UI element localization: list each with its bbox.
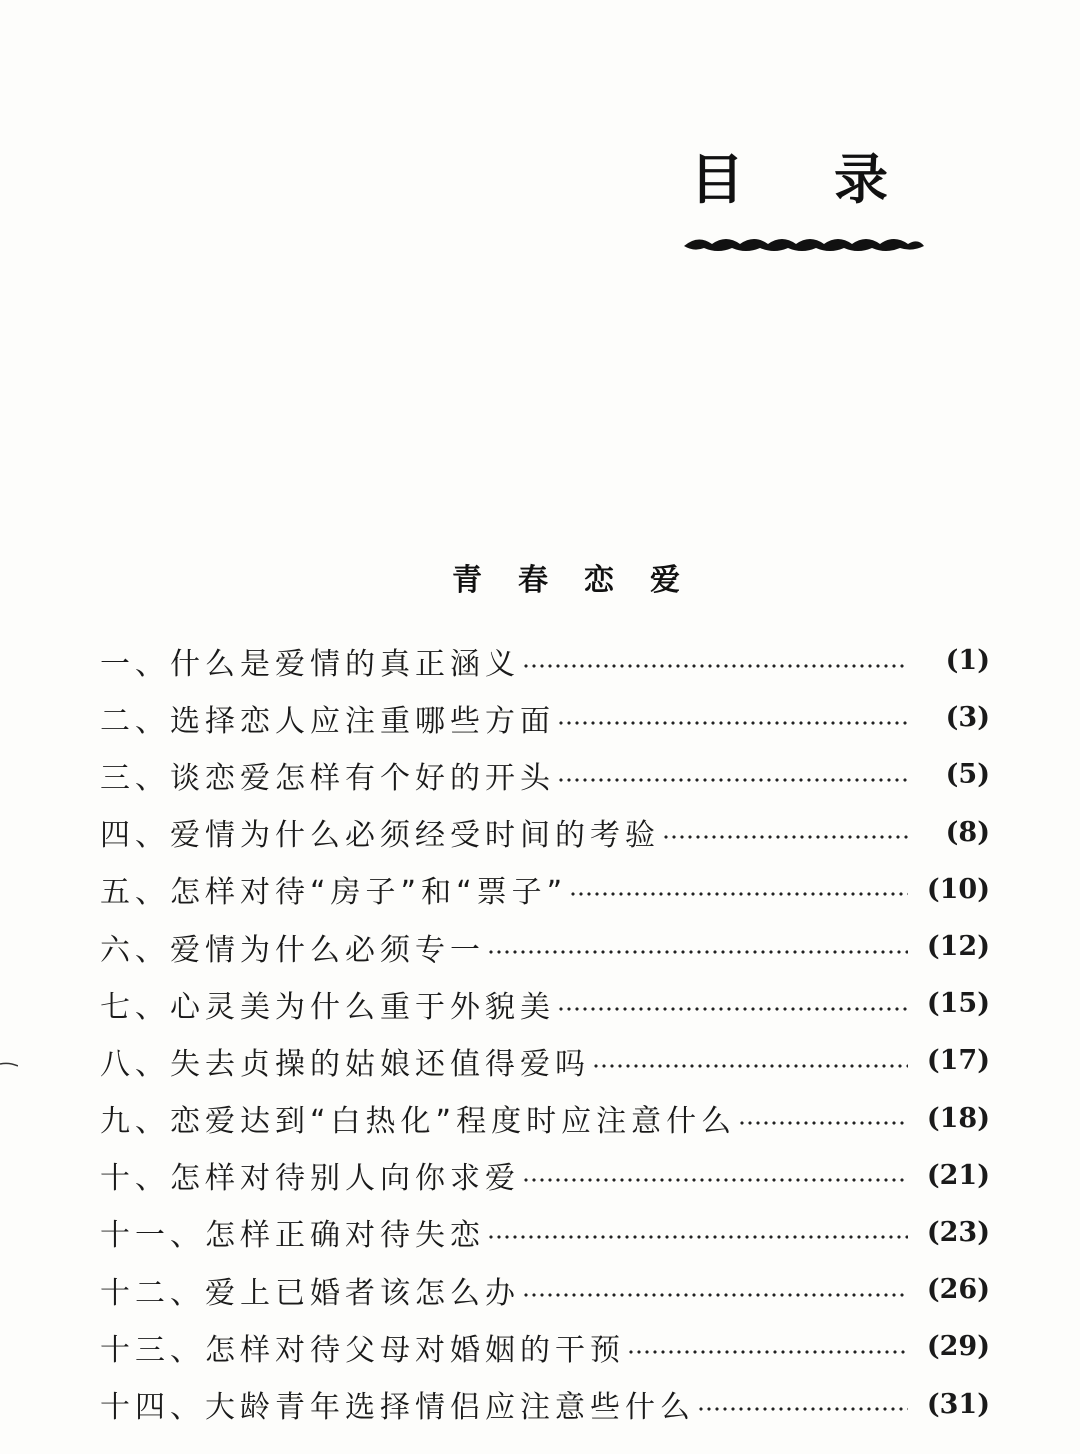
table-of-contents [100,632,990,1433]
toc-entry[interactable] [100,746,990,803]
toc-entry-title: 十、怎样对待别人向你求爱 [100,1161,520,1197]
dot-leader [487,1235,908,1239]
toc-entry[interactable] [100,861,990,918]
scan-edge-mark [0,1060,18,1070]
dot-leader [569,892,908,896]
toc-entry-title: 四、爱情为什么必须经受时间的考验 [100,818,660,854]
toc-entry[interactable] [100,1032,990,1089]
toc-entry[interactable] [100,918,990,975]
toc-page-number: (8) [945,816,990,848]
toc-page-number: (10) [926,873,990,905]
toc-page-number: (29) [926,1331,990,1363]
dot-leader [557,721,908,725]
toc-entry[interactable] [100,1318,990,1375]
dot-leader [522,1178,908,1182]
toc-entry-title: 六、爱情为什么必须专一 [100,932,485,968]
toc-entry-title: 二、选择恋人应注重哪些方面 [100,703,555,739]
toc-page-number: (3) [945,702,990,734]
dot-leader [487,950,908,954]
toc-page-number: (12) [926,931,990,963]
toc-page-number: (5) [945,759,990,791]
toc-page-number: (21) [926,1159,990,1191]
toc-page-number: (23) [926,1216,990,1248]
toc-entry[interactable] [100,1375,990,1432]
toc-entry[interactable] [100,804,990,861]
toc-entry-title: 十一、怎样正确对待失恋 [100,1218,485,1254]
page-title: 目录 [690,148,978,211]
dot-leader [557,1007,908,1011]
toc-entry[interactable] [100,1261,990,1318]
toc-entry-title: 一、什么是爱情的真正涵义 [100,646,520,682]
toc-entry[interactable] [100,1204,990,1261]
toc-entry-title: 九、恋爱达到“白热化”程度时应注意什么 [100,1104,737,1140]
wave-ornament [682,232,926,256]
dot-leader [557,778,908,782]
toc-entry-title: 五、怎样对待“房子”和“票子” [100,875,568,911]
toc-page-number: (1) [945,645,990,677]
dot-leader [522,664,908,668]
toc-entry[interactable] [100,1147,990,1204]
toc-entry[interactable] [100,975,990,1032]
toc-entry-title: 十三、怎样对待父母对婚姻的干预 [100,1332,625,1368]
toc-entry[interactable] [100,689,990,746]
toc-page-number: (31) [926,1388,990,1420]
dot-leader [697,1407,908,1411]
toc-entry-title: 八、失去贞操的姑娘还值得爱吗 [100,1046,590,1082]
dot-leader [522,1293,908,1297]
toc-page-number: (17) [926,1045,990,1077]
dot-leader [592,1064,908,1068]
dot-leader [662,835,908,839]
toc-page-number: (15) [926,988,990,1020]
toc-page-number: (18) [926,1102,990,1134]
toc-entry[interactable] [100,632,990,689]
toc-page-number: (26) [926,1274,990,1306]
toc-entry-title: 三、谈恋爱怎样有个好的开头 [100,760,555,796]
toc-entry-title: 七、心灵美为什么重于外貌美 [100,989,555,1025]
toc-entry-title: 十二、爱上已婚者该怎么办 [100,1275,520,1311]
section-heading: 青春恋爱 [452,563,716,598]
toc-entry[interactable] [100,1090,990,1147]
dot-leader [738,1121,908,1125]
dot-leader [627,1350,908,1354]
toc-entry-title: 十四、大龄青年选择情侣应注意些什么 [100,1390,695,1426]
